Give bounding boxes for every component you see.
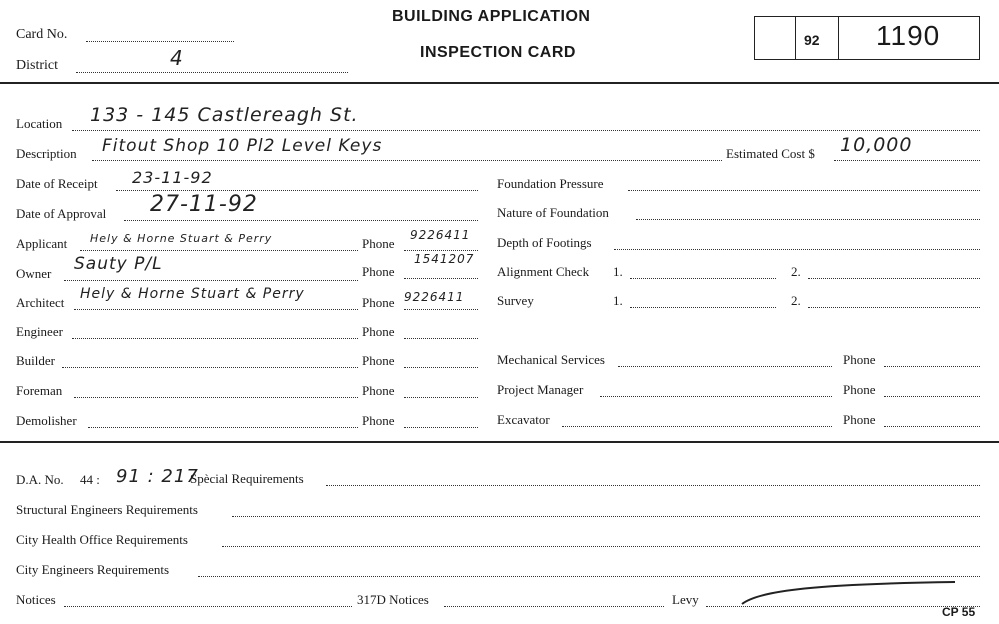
foreman-label: Foreman <box>16 383 63 398</box>
builder-label: Builder <box>16 353 55 368</box>
location-value: 133 - 145 Castlereagh St. <box>90 104 359 126</box>
levy-pen-stroke <box>740 576 962 606</box>
builder-phone-field[interactable] <box>404 367 478 368</box>
form-title-line1: BUILDING APPLICATION <box>392 8 591 25</box>
applicant-field[interactable] <box>80 250 358 251</box>
project-manager-field[interactable] <box>600 396 832 397</box>
applicant-value: Hely & Horne Stuart & Perry <box>90 232 273 245</box>
architect-phone-value: 9226411 <box>404 290 465 304</box>
box-divider-1 <box>795 16 796 60</box>
date-approval-label: Date of Approval <box>16 206 107 221</box>
engineer-phone-field[interactable] <box>404 338 478 339</box>
architect-field[interactable] <box>74 309 358 310</box>
demolisher-phone-label: Phone <box>362 413 395 428</box>
estimated-cost-field[interactable] <box>834 160 980 161</box>
alignment-check-1-label: 1. <box>613 264 623 279</box>
alignment-check-1-field[interactable] <box>630 278 776 279</box>
excavator-phone-field[interactable] <box>884 426 980 427</box>
da-no-prefix: 44 : <box>80 472 100 487</box>
special-requirements-field[interactable] <box>326 485 980 486</box>
date-receipt-value: 23-11-92 <box>132 168 213 187</box>
builder-phone-label: Phone <box>362 353 395 368</box>
date-approval-field[interactable] <box>124 220 478 221</box>
nature-foundation-field[interactable] <box>636 219 980 220</box>
foreman-field[interactable] <box>74 397 358 398</box>
demolisher-label: Demolisher <box>16 413 77 428</box>
notices-field[interactable] <box>64 606 352 607</box>
owner-phone-field[interactable] <box>404 278 478 279</box>
depth-footings-field[interactable] <box>614 249 980 250</box>
date-receipt-label: Date of Receipt <box>16 176 98 191</box>
location-field[interactable] <box>72 130 980 131</box>
file-year: 92 <box>804 32 820 48</box>
foreman-phone-field[interactable] <box>404 397 478 398</box>
date-approval-value: 27-11-92 <box>150 192 258 217</box>
survey-2-label: 2. <box>791 293 801 308</box>
description-value: Fitout Shop 10 Pl2 Level Keys <box>102 136 383 156</box>
file-number: 1190 <box>876 20 941 51</box>
architect-label: Architect <box>16 295 65 310</box>
section-divider <box>0 441 999 443</box>
architect-phone-field[interactable] <box>404 309 478 310</box>
architect-phone-label: Phone <box>362 295 395 310</box>
card-no-field[interactable] <box>86 41 234 42</box>
engineer-phone-label: Phone <box>362 324 395 339</box>
da-no-label: D.A. No. <box>16 472 64 487</box>
mechanical-services-field[interactable] <box>618 366 832 367</box>
demolisher-field[interactable] <box>88 427 358 428</box>
owner-field[interactable] <box>64 280 358 281</box>
levy-label: Levy <box>672 592 699 607</box>
owner-value: Sauty P/L <box>74 254 163 274</box>
applicant-label: Applicant <box>16 236 68 251</box>
health-requirements-label: City Health Office Requirements <box>16 532 188 547</box>
da-no-value: 91 : 217 <box>116 466 199 487</box>
special-requirements-label: Spècial Requirements <box>190 471 304 486</box>
demolisher-phone-field[interactable] <box>404 427 478 428</box>
form-title-line2: INSPECTION CARD <box>420 44 576 61</box>
foundation-pressure-field[interactable] <box>628 190 980 191</box>
nature-foundation-label: Nature of Foundation <box>497 205 609 220</box>
district-value: 4 <box>170 46 184 70</box>
description-field[interactable] <box>92 160 722 161</box>
architect-value: Hely & Horne Stuart & Perry <box>80 286 305 302</box>
317d-notices-label: 317D Notices <box>357 592 429 607</box>
applicant-phone-field[interactable] <box>404 250 478 251</box>
owner-phone-value: 1541207 <box>414 252 475 266</box>
estimated-cost-value: 10,000 <box>840 134 913 156</box>
date-receipt-field[interactable] <box>116 190 478 191</box>
depth-footings-label: Depth of Footings <box>497 235 592 250</box>
alignment-check-2-label: 2. <box>791 264 801 279</box>
structural-requirements-field[interactable] <box>232 516 980 517</box>
project-manager-phone-field[interactable] <box>884 396 980 397</box>
mechanical-phone-field[interactable] <box>884 366 980 367</box>
builder-field[interactable] <box>62 367 358 368</box>
excavator-field[interactable] <box>562 426 832 427</box>
317d-notices-field[interactable] <box>444 606 664 607</box>
location-label: Location <box>16 116 63 131</box>
file-number-box <box>754 16 980 60</box>
description-label: Description <box>16 146 77 161</box>
survey-1-label: 1. <box>613 293 623 308</box>
excavator-label: Excavator <box>497 412 550 427</box>
project-manager-label: Project Manager <box>497 382 584 397</box>
district-label: District <box>16 58 58 73</box>
mechanical-services-label: Mechanical Services <box>497 352 605 367</box>
owner-phone-label: Phone <box>362 264 395 279</box>
alignment-check-label: Alignment Check <box>497 264 590 279</box>
alignment-check-2-field[interactable] <box>808 278 980 279</box>
health-requirements-field[interactable] <box>222 546 980 547</box>
survey-label: Survey <box>497 293 534 308</box>
survey-1-field[interactable] <box>630 307 776 308</box>
engineer-label: Engineer <box>16 324 63 339</box>
levy-field[interactable] <box>706 606 980 607</box>
mechanical-phone-label: Phone <box>843 352 876 367</box>
foreman-phone-label: Phone <box>362 383 395 398</box>
form-code: CP 55 <box>942 605 976 619</box>
excavator-phone-label: Phone <box>843 412 876 427</box>
applicant-phone-value: 9226411 <box>410 228 471 242</box>
city-engineers-label: City Engineers Requirements <box>16 562 170 577</box>
card-no-label: Card No. <box>16 27 68 42</box>
district-field[interactable] <box>76 72 348 73</box>
structural-requirements-label: Structural Engineers Requirements <box>16 502 198 517</box>
header-divider <box>0 82 999 84</box>
applicant-phone-label: Phone <box>362 236 395 251</box>
box-divider-2 <box>838 16 839 60</box>
engineer-field[interactable] <box>72 338 358 339</box>
survey-2-field[interactable] <box>808 307 980 308</box>
project-manager-phone-label: Phone <box>843 382 876 397</box>
estimated-cost-label: Estimated Cost $ <box>726 146 815 161</box>
notices-label: Notices <box>16 592 56 607</box>
owner-label: Owner <box>16 266 52 281</box>
foundation-pressure-label: Foundation Pressure <box>497 176 604 191</box>
